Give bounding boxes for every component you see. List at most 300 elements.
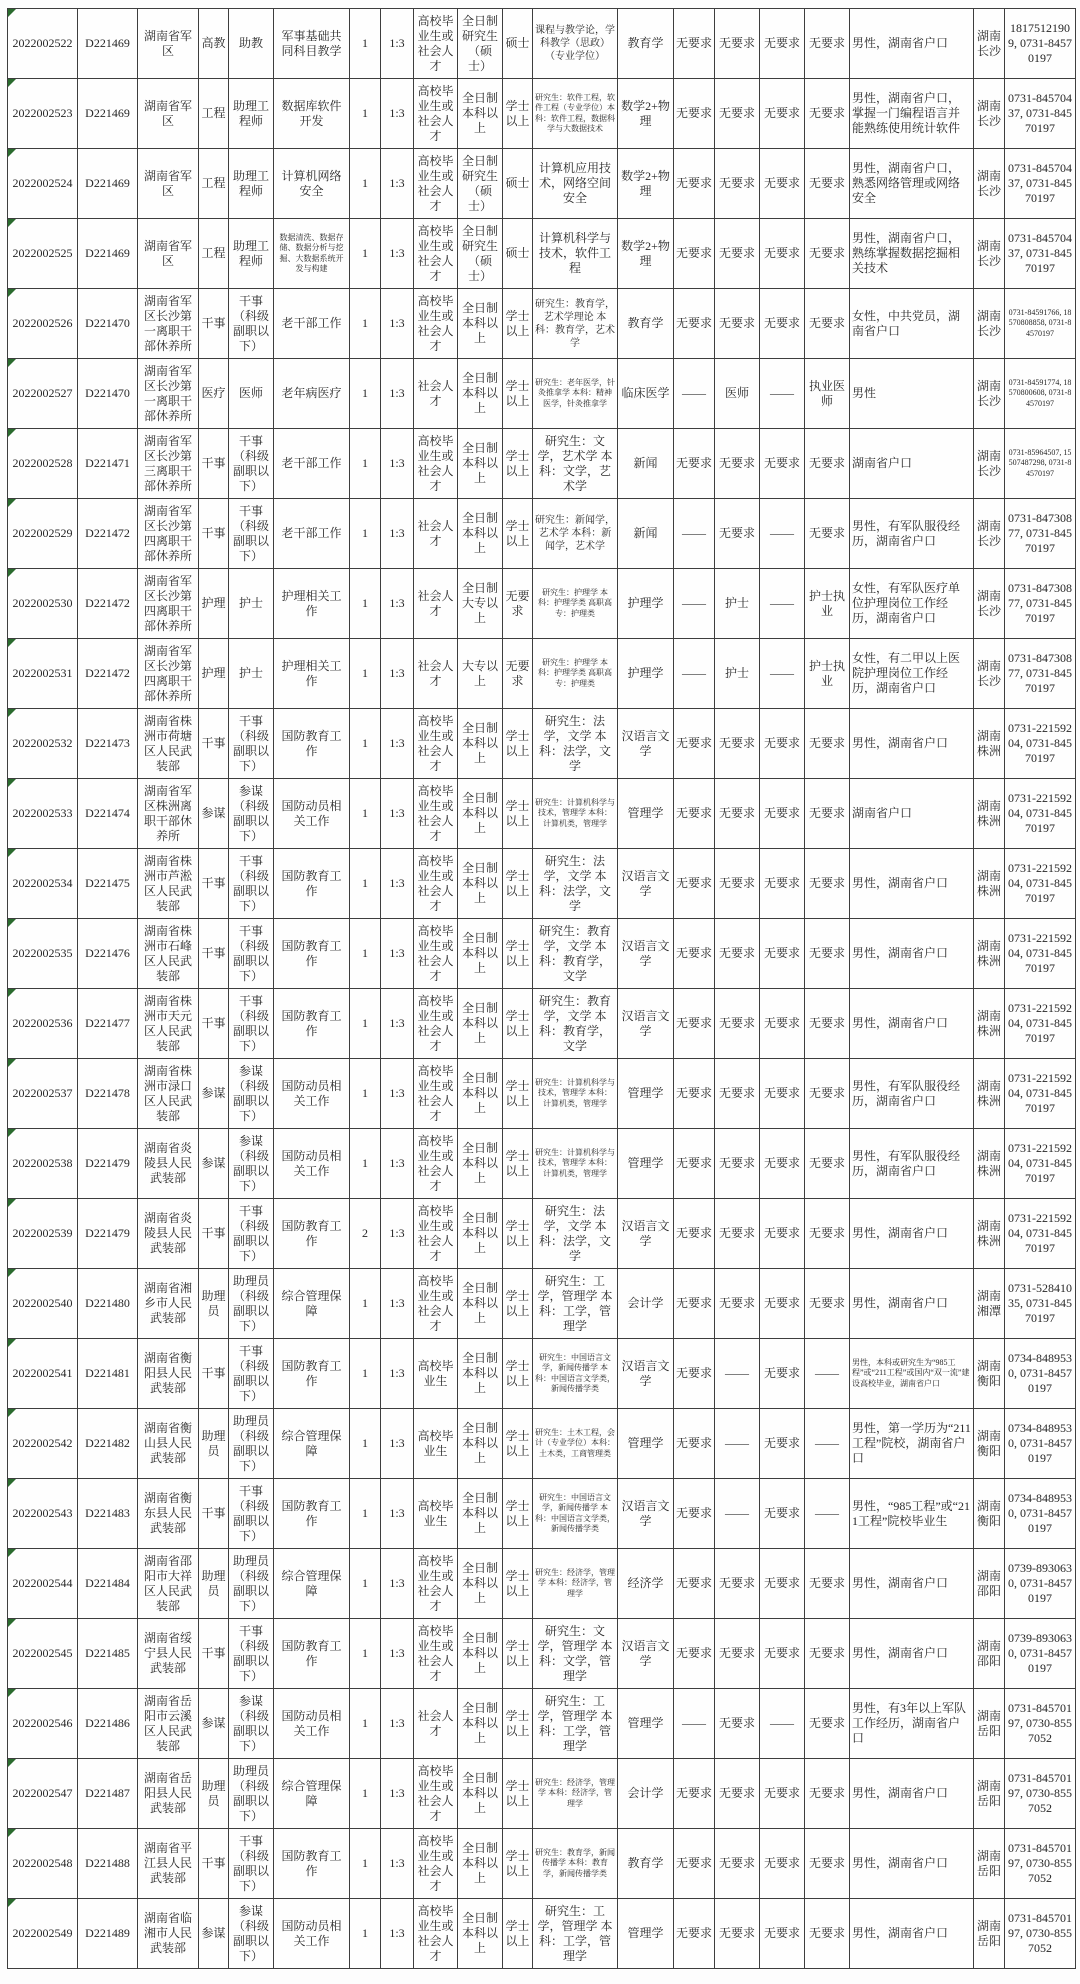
cell-location: 湖南长沙: [974, 499, 1005, 569]
cell-education: 全日制本科以上: [458, 849, 503, 919]
cell-location: 湖南长沙: [974, 79, 1005, 149]
cell-unit_code: D221472: [78, 639, 138, 709]
cell-source: 高校毕业生或社会人才: [414, 1899, 458, 1969]
cell-category: 干事: [199, 989, 229, 1059]
cell-req4: 无要求: [805, 1689, 850, 1759]
cell-duties: 国防教育工作: [274, 1339, 350, 1409]
cell-education: 全日制本科以上: [458, 1899, 503, 1969]
cell-req1: 无要求: [674, 1199, 715, 1269]
cell-phone: 0731-84570197, 0730-8557052: [1005, 1829, 1076, 1899]
cell-req2: 无要求: [715, 499, 760, 569]
cell-employer: 湖南省军区长沙第四离职干部休养所: [138, 639, 199, 709]
cell-duties: 国防动员相关工作: [274, 1059, 350, 1129]
cell-count: 1: [350, 989, 381, 1059]
cell-location: 湖南长沙: [974, 149, 1005, 219]
cell-other_conditions: 湖南省户口: [850, 429, 974, 499]
cell-degree: 学士以上: [503, 1619, 533, 1689]
cell-discipline: 会计学: [618, 1269, 674, 1339]
cell-employer: 湖南省军区: [138, 219, 199, 289]
recruitment-table: [7, 8, 1076, 1969]
cell-post: 助理员（科级副职以下）: [229, 1269, 274, 1339]
cell-employer: 湖南省株洲市天元区人民武装部: [138, 989, 199, 1059]
cell-req2: 无要求: [715, 1549, 760, 1619]
cell-req1: ——: [674, 569, 715, 639]
cell-count: 1: [350, 1479, 381, 1549]
cell-other_conditions: 男性，湖南省户口: [850, 1829, 974, 1899]
cell-duties: 综合管理保障: [274, 1759, 350, 1829]
cell-location: 湖南株洲: [974, 1059, 1005, 1129]
cell-unit_code: D221484: [78, 1549, 138, 1619]
table-row: [8, 149, 1076, 219]
cell-position_id: 2022002533: [8, 779, 78, 849]
cell-req4: 无要求: [805, 1549, 850, 1619]
cell-ratio: 1:3: [381, 1409, 414, 1479]
cell-category: 参谋: [199, 779, 229, 849]
cell-count: 1: [350, 79, 381, 149]
cell-majors: 研究生：文学，艺术学 本科：文学，艺术学: [533, 429, 618, 499]
cell-req2: 无要求: [715, 9, 760, 79]
cell-other_conditions: 男性，湖南省户口: [850, 1199, 974, 1269]
cell-other_conditions: 男性，湖南省户口: [850, 1619, 974, 1689]
cell-req2: 无要求: [715, 1129, 760, 1199]
cell-post: 干事（科级副职以下）: [229, 499, 274, 569]
cell-phone: 0739-8930630, 0731-84570197: [1005, 1619, 1076, 1689]
cell-req3: 无要求: [760, 1409, 805, 1479]
cell-req4: 无要求: [805, 1269, 850, 1339]
cell-ratio: 1:3: [381, 639, 414, 709]
cell-location: 湖南长沙: [974, 289, 1005, 359]
cell-req1: 无要求: [674, 849, 715, 919]
cell-education: 全日制本科以上: [458, 1549, 503, 1619]
cell-other_conditions: 男性，湖南省户口: [850, 1759, 974, 1829]
cell-source: 高校毕业生或社会人才: [414, 9, 458, 79]
cell-source: 高校毕业生或社会人才: [414, 1059, 458, 1129]
cell-discipline: 管理学: [618, 1409, 674, 1479]
cell-education: 全日制本科以上: [458, 359, 503, 429]
cell-duties: 国防教育工作: [274, 1199, 350, 1269]
cell-discipline: 管理学: [618, 1059, 674, 1129]
cell-source: 高校毕业生或社会人才: [414, 79, 458, 149]
cell-req3: 无要求: [760, 1339, 805, 1409]
cell-employer: 湖南省衡山县人民武装部: [138, 1409, 199, 1479]
cell-ratio: 1:3: [381, 9, 414, 79]
cell-unit_code: D221474: [78, 779, 138, 849]
cell-unit_code: D221479: [78, 1199, 138, 1269]
table-row: [8, 1269, 1076, 1339]
cell-majors: 研究生：文学，管理学 本科：文学，管理学: [533, 1619, 618, 1689]
cell-phone: 0731-22159204, 0731-84570197: [1005, 989, 1076, 1059]
cell-post: 参谋（科级副职以下）: [229, 779, 274, 849]
cell-req4: 无要求: [805, 1899, 850, 1969]
cell-duties: 国防教育工作: [274, 849, 350, 919]
cell-req4: 无要求: [805, 1129, 850, 1199]
cell-req4: 无要求: [805, 289, 850, 359]
cell-other_conditions: 男性，湖南省户口: [850, 989, 974, 1059]
cell-req2: 无要求: [715, 289, 760, 359]
cell-category: 助理员: [199, 1409, 229, 1479]
cell-discipline: 护理学: [618, 569, 674, 639]
cell-position_id: 2022002530: [8, 569, 78, 639]
cell-ratio: 1:3: [381, 1619, 414, 1689]
cell-ratio: 1:3: [381, 79, 414, 149]
cell-location: 湖南株洲: [974, 779, 1005, 849]
cell-majors: 研究生：教育学，文学 本科：教育学，文学: [533, 919, 618, 989]
cell-position_id: 2022002528: [8, 429, 78, 499]
cell-count: 1: [350, 219, 381, 289]
cell-position_id: 2022002543: [8, 1479, 78, 1549]
cell-education: 全日制本科以上: [458, 1759, 503, 1829]
cell-employer: 湖南省株洲市渌口区人民武装部: [138, 1059, 199, 1129]
cell-ratio: 1:3: [381, 1339, 414, 1409]
cell-req3: 无要求: [760, 1129, 805, 1199]
cell-ratio: 1:3: [381, 499, 414, 569]
cell-phone: 0731-84570437, 0731-84570197: [1005, 219, 1076, 289]
cell-majors: 研究生：护理学 本科：护理学类 高职高专：护理类: [533, 569, 618, 639]
cell-req4: 无要求: [805, 919, 850, 989]
cell-unit_code: D221469: [78, 219, 138, 289]
cell-discipline: 新闻: [618, 499, 674, 569]
cell-degree: 学士以上: [503, 359, 533, 429]
cell-source: 高校毕业生或社会人才: [414, 149, 458, 219]
cell-location: 湖南长沙: [974, 219, 1005, 289]
cell-majors: 研究生：工学，管理学 本科：工学，管理学: [533, 1269, 618, 1339]
cell-duties: 综合管理保障: [274, 1409, 350, 1479]
cell-discipline: 汉语言文学: [618, 1339, 674, 1409]
cell-category: 参谋: [199, 1689, 229, 1759]
cell-req2: 无要求: [715, 779, 760, 849]
table-row: [8, 289, 1076, 359]
table-row: [8, 499, 1076, 569]
cell-ratio: 1:3: [381, 289, 414, 359]
cell-education: 全日制本科以上: [458, 1409, 503, 1479]
cell-count: 1: [350, 709, 381, 779]
cell-req4: ——: [805, 1479, 850, 1549]
cell-degree: 学士以上: [503, 1409, 533, 1479]
cell-degree: 学士以上: [503, 1549, 533, 1619]
cell-majors: 研究生：教育学，艺术学理论 本科：教育学，艺术学: [533, 289, 618, 359]
cell-discipline: 汉语言文学: [618, 989, 674, 1059]
cell-position_id: 2022002547: [8, 1759, 78, 1829]
cell-employer: 湖南省株洲市石峰区人民武装部: [138, 919, 199, 989]
cell-post: 助理工程师: [229, 219, 274, 289]
cell-req3: 无要求: [760, 9, 805, 79]
cell-phone: 0731-22159204, 0731-84570197: [1005, 1129, 1076, 1199]
cell-req1: 无要求: [674, 219, 715, 289]
cell-employer: 湖南省邵阳市大祥区人民武装部: [138, 1549, 199, 1619]
cell-location: 湖南长沙: [974, 639, 1005, 709]
cell-employer: 湖南省军区: [138, 149, 199, 219]
cell-education: 全日制本科以上: [458, 1129, 503, 1199]
cell-other_conditions: 男性，湖南省户口: [850, 1899, 974, 1969]
cell-duties: 数据清洗、数据存储、数据分析与挖掘、大数据系统开发与构建: [274, 219, 350, 289]
cell-req4: 无要求: [805, 1829, 850, 1899]
cell-post: 干事（科级副职以下）: [229, 709, 274, 779]
cell-discipline: 汉语言文学: [618, 1479, 674, 1549]
cell-source: 社会人才: [414, 569, 458, 639]
cell-phone: 0731-84570437, 0731-84570197: [1005, 149, 1076, 219]
cell-unit_code: D221470: [78, 289, 138, 359]
cell-other_conditions: 男性，湖南省户口: [850, 1269, 974, 1339]
cell-phone: 0731-84570197, 0730-8557052: [1005, 1759, 1076, 1829]
cell-req3: 无要求: [760, 1759, 805, 1829]
cell-education: 全日制研究生（硕士）: [458, 9, 503, 79]
cell-employer: 湖南省军区株洲离职干部休养所: [138, 779, 199, 849]
cell-location: 湖南岳阳: [974, 1689, 1005, 1759]
cell-category: 参谋: [199, 1899, 229, 1969]
cell-position_id: 2022002527: [8, 359, 78, 429]
cell-location: 湖南岳阳: [974, 1899, 1005, 1969]
cell-source: 高校毕业生或社会人才: [414, 1269, 458, 1339]
cell-category: 干事: [199, 849, 229, 919]
cell-employer: 湖南省炎陵县人民武装部: [138, 1199, 199, 1269]
cell-count: 1: [350, 9, 381, 79]
cell-unit_code: D221487: [78, 1759, 138, 1829]
cell-post: 护士: [229, 639, 274, 709]
cell-phone: 0731-22159204, 0731-84570197: [1005, 1059, 1076, 1129]
cell-other_conditions: 女性，有军队医疗单位护理岗位工作经历，湖南省户口: [850, 569, 974, 639]
cell-req1: 无要求: [674, 79, 715, 149]
cell-degree: 硕士: [503, 219, 533, 289]
cell-degree: 学士以上: [503, 989, 533, 1059]
table-row: [8, 429, 1076, 499]
cell-unit_code: D221488: [78, 1829, 138, 1899]
cell-education: 全日制本科以上: [458, 499, 503, 569]
cell-duties: 军事基础共同科目教学: [274, 9, 350, 79]
cell-other_conditions: 男性，湖南省户口: [850, 709, 974, 779]
cell-req2: 无要求: [715, 1199, 760, 1269]
cell-post: 干事（科级副职以下）: [229, 1479, 274, 1549]
cell-position_id: 2022002525: [8, 219, 78, 289]
cell-req3: 无要求: [760, 149, 805, 219]
cell-req4: 无要求: [805, 709, 850, 779]
cell-position_id: 2022002540: [8, 1269, 78, 1339]
cell-source: 高校毕业生或社会人才: [414, 849, 458, 919]
cell-req2: 无要求: [715, 1059, 760, 1129]
cell-unit_code: D221483: [78, 1479, 138, 1549]
cell-employer: 湖南省衡东县人民武装部: [138, 1479, 199, 1549]
cell-degree: 硕士: [503, 149, 533, 219]
table-row: [8, 569, 1076, 639]
cell-post: 参谋（科级副职以下）: [229, 1899, 274, 1969]
cell-employer: 湖南省军区: [138, 9, 199, 79]
cell-education: 全日制本科以上: [458, 989, 503, 1059]
cell-duties: 国防教育工作: [274, 919, 350, 989]
cell-phone: 0731-52841035, 0731-84570197: [1005, 1269, 1076, 1339]
cell-ratio: 1:3: [381, 919, 414, 989]
cell-unit_code: D221482: [78, 1409, 138, 1479]
cell-req4: 无要求: [805, 849, 850, 919]
cell-phone: 0731-22159204, 0731-84570197: [1005, 709, 1076, 779]
cell-count: 1: [350, 1829, 381, 1899]
cell-req2: 无要求: [715, 709, 760, 779]
cell-req1: ——: [674, 359, 715, 429]
cell-req3: 无要求: [760, 1829, 805, 1899]
cell-location: 湖南衡阳: [974, 1339, 1005, 1409]
cell-ratio: 1:3: [381, 989, 414, 1059]
cell-req2: ——: [715, 1409, 760, 1479]
cell-post: 助理员（科级副职以下）: [229, 1409, 274, 1479]
cell-position_id: 2022002548: [8, 1829, 78, 1899]
cell-majors: 研究生：护理学 本科：护理学类 高职高专：护理类: [533, 639, 618, 709]
table-row: [8, 1619, 1076, 1689]
cell-majors: 研究生：计算机科学与技术，管理学 本科：计算机类，管理学: [533, 1129, 618, 1199]
cell-req1: 无要求: [674, 1829, 715, 1899]
table-body: [8, 9, 1076, 1969]
cell-degree: 学士以上: [503, 1899, 533, 1969]
cell-req1: 无要求: [674, 1269, 715, 1339]
cell-req3: 无要求: [760, 919, 805, 989]
cell-location: 湖南邵阳: [974, 1619, 1005, 1689]
cell-location: 湖南邵阳: [974, 1549, 1005, 1619]
cell-category: 参谋: [199, 1059, 229, 1129]
cell-count: 1: [350, 1549, 381, 1619]
cell-education: 全日制本科以上: [458, 79, 503, 149]
cell-majors: 课程与教学论，学科教学（思政）（专业学位）: [533, 9, 618, 79]
cell-degree: 学士以上: [503, 1829, 533, 1899]
cell-req3: 无要求: [760, 709, 805, 779]
cell-source: 高校毕业生: [414, 1479, 458, 1549]
cell-duties: 老干部工作: [274, 429, 350, 499]
cell-category: 助理员: [199, 1549, 229, 1619]
cell-location: 湖南岳阳: [974, 1759, 1005, 1829]
cell-post: 参谋（科级副职以下）: [229, 1689, 274, 1759]
cell-degree: 学士以上: [503, 779, 533, 849]
cell-ratio: 1:3: [381, 1549, 414, 1619]
cell-discipline: 管理学: [618, 1899, 674, 1969]
cell-count: 1: [350, 779, 381, 849]
cell-ratio: 1:3: [381, 1199, 414, 1269]
cell-req1: ——: [674, 639, 715, 709]
cell-post: 助理工程师: [229, 149, 274, 219]
cell-duties: 计算机网络安全: [274, 149, 350, 219]
cell-majors: 研究生：法学，文学 本科：法学，文学: [533, 849, 618, 919]
cell-req3: ——: [760, 499, 805, 569]
table-row: [8, 1059, 1076, 1129]
cell-discipline: 护理学: [618, 639, 674, 709]
cell-category: 干事: [199, 1619, 229, 1689]
cell-source: 高校毕业生或社会人才: [414, 1829, 458, 1899]
cell-req4: 无要求: [805, 9, 850, 79]
cell-req4: 执业医师: [805, 359, 850, 429]
cell-education: 全日制本科以上: [458, 289, 503, 359]
cell-unit_code: D221478: [78, 1059, 138, 1129]
cell-post: 干事（科级副职以下）: [229, 989, 274, 1059]
cell-degree: 学士以上: [503, 1199, 533, 1269]
cell-post: 参谋（科级副职以下）: [229, 1129, 274, 1199]
table-row: [8, 1689, 1076, 1759]
cell-position_id: 2022002546: [8, 1689, 78, 1759]
cell-category: 干事: [199, 1829, 229, 1899]
cell-req1: 无要求: [674, 1619, 715, 1689]
cell-employer: 湖南省军区: [138, 79, 199, 149]
cell-other_conditions: 男性，湖南省户口，熟悉网络管理或网络安全: [850, 149, 974, 219]
cell-req2: ——: [715, 1479, 760, 1549]
cell-req2: 护士: [715, 569, 760, 639]
cell-phone: 0739-8930630, 0731-84570197: [1005, 1549, 1076, 1619]
cell-duties: 综合管理保障: [274, 1549, 350, 1619]
cell-duties: 老年病医疗: [274, 359, 350, 429]
cell-other_conditions: 男性，有军队服役经历，湖南省户口: [850, 1059, 974, 1129]
cell-ratio: 1:3: [381, 1899, 414, 1969]
cell-duties: 国防动员相关工作: [274, 1129, 350, 1199]
cell-req1: 无要求: [674, 429, 715, 499]
cell-category: 助理员: [199, 1269, 229, 1339]
cell-discipline: 数学2+物理: [618, 149, 674, 219]
cell-position_id: 2022002545: [8, 1619, 78, 1689]
cell-unit_code: D221471: [78, 429, 138, 499]
cell-duties: 国防教育工作: [274, 709, 350, 779]
cell-employer: 湖南省军区长沙第四离职干部休养所: [138, 569, 199, 639]
cell-employer: 湖南省军区长沙第三离职干部休养所: [138, 429, 199, 499]
cell-phone: 0731-84730877, 0731-84570197: [1005, 499, 1076, 569]
cell-req1: 无要求: [674, 1339, 715, 1409]
cell-duties: 数据库软件开发: [274, 79, 350, 149]
cell-category: 干事: [199, 1479, 229, 1549]
cell-education: 全日制本科以上: [458, 1619, 503, 1689]
cell-location: 湖南湘潭: [974, 1269, 1005, 1339]
table-row: [8, 989, 1076, 1059]
cell-post: 干事（科级副职以下）: [229, 1829, 274, 1899]
cell-post: 护士: [229, 569, 274, 639]
cell-source: 高校毕业生或社会人才: [414, 289, 458, 359]
cell-position_id: 2022002542: [8, 1409, 78, 1479]
cell-location: 湖南岳阳: [974, 1829, 1005, 1899]
cell-discipline: 管理学: [618, 1689, 674, 1759]
cell-category: 护理: [199, 639, 229, 709]
cell-category: 工程: [199, 79, 229, 149]
cell-req4: ——: [805, 1409, 850, 1479]
cell-req3: 无要求: [760, 1549, 805, 1619]
cell-req4: 无要求: [805, 149, 850, 219]
cell-discipline: 汉语言文学: [618, 1199, 674, 1269]
cell-category: 医疗: [199, 359, 229, 429]
cell-degree: 学士以上: [503, 1479, 533, 1549]
cell-req3: ——: [760, 359, 805, 429]
cell-majors: 计算机科学与技术，软件工程: [533, 219, 618, 289]
cell-post: 干事（科级副职以下）: [229, 1339, 274, 1409]
cell-location: 湖南长沙: [974, 429, 1005, 499]
cell-source: 高校毕业生或社会人才: [414, 429, 458, 499]
cell-count: 1: [350, 639, 381, 709]
cell-majors: 研究生：经济学，管理学 本科：经济学，管理学: [533, 1549, 618, 1619]
cell-education: 全日制研究生（硕士）: [458, 219, 503, 289]
table-row: [8, 1199, 1076, 1269]
cell-duties: 国防动员相关工作: [274, 779, 350, 849]
cell-other_conditions: 湖南省户口: [850, 779, 974, 849]
cell-employer: 湖南省炎陵县人民武装部: [138, 1129, 199, 1199]
cell-req2: 无要求: [715, 1829, 760, 1899]
cell-employer: 湖南省军区长沙第四离职干部休养所: [138, 499, 199, 569]
cell-count: 1: [350, 1619, 381, 1689]
cell-count: 1: [350, 1409, 381, 1479]
cell-other_conditions: 女性，中共党员，湖南省户口: [850, 289, 974, 359]
cell-count: 1: [350, 1059, 381, 1129]
cell-post: 干事（科级副职以下）: [229, 1619, 274, 1689]
cell-count: 1: [350, 1269, 381, 1339]
cell-education: 全日制本科以上: [458, 1059, 503, 1129]
cell-req2: 无要求: [715, 849, 760, 919]
cell-source: 高校毕业生或社会人才: [414, 709, 458, 779]
cell-location: 湖南株洲: [974, 1129, 1005, 1199]
cell-position_id: 2022002532: [8, 709, 78, 779]
cell-majors: 研究生：土木工程，会计（专业学位）本科：土木类，工商管理类: [533, 1409, 618, 1479]
cell-majors: 研究生：教育学，新闻传播学 本科：教育学，新闻传播学类: [533, 1829, 618, 1899]
cell-phone: 0734-8489530, 0731-84570197: [1005, 1479, 1076, 1549]
cell-position_id: 2022002522: [8, 9, 78, 79]
cell-phone: 0731-84730877, 0731-84570197: [1005, 639, 1076, 709]
table-row: [8, 359, 1076, 429]
cell-education: 全日制研究生（硕士）: [458, 149, 503, 219]
